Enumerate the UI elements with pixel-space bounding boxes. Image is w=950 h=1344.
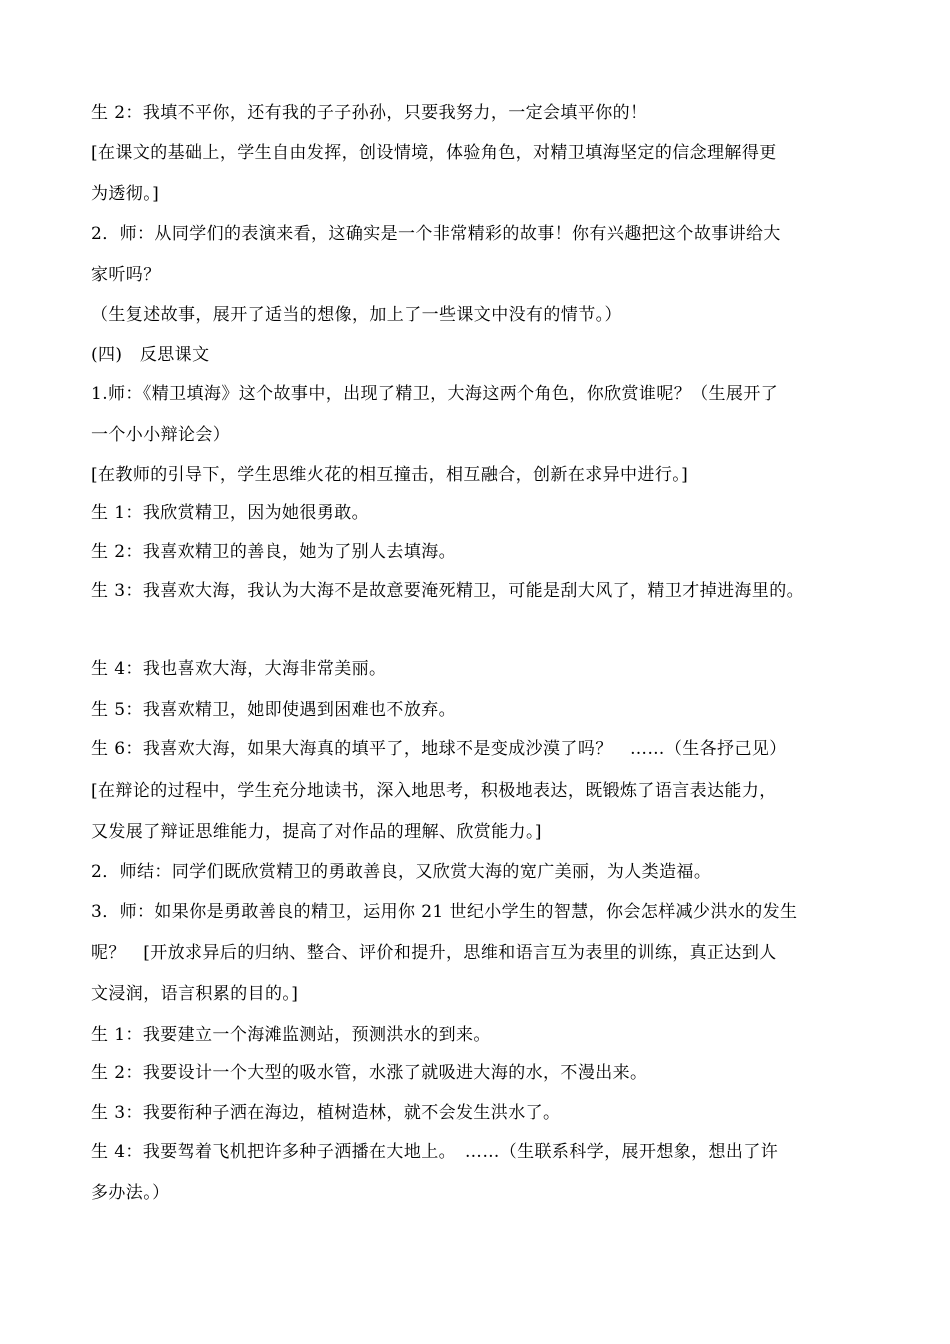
text-line: [在辩论的过程中，学生充分地读书，深入地思考，积极地表达，既锻炼了语言表达能力， [91, 781, 777, 801]
text-line: 生 2：我填不平你，还有我的子子孙孙，只要我努力，一定会填平你的！ [91, 103, 648, 123]
text-line: 1.师：《精卫填海》这个故事中，出现了精卫，大海这两个角色，你欣赏谁呢？（生展开了 [91, 384, 779, 404]
text-line: 为透彻。] [91, 184, 160, 204]
text-line: [在教师的引导下，学生思维火花的相互撞击，相互融合，创新在求异中进行。] [91, 465, 689, 485]
text-line: （生复述故事，展开了适当的想像，加上了一些课文中没有的情节。） [91, 305, 622, 325]
text-line: 文浸润，语言积累的目的。] [91, 984, 299, 1004]
text-line: 生 4：我也喜欢大海，大海非常美丽。 [91, 659, 387, 679]
text-line: 2．师：从同学们的表演来看，这确实是一个非常精彩的故事！你有兴趣把这个故事讲给大 [91, 224, 781, 244]
text-line: 生 2：我要设计一个大型的吸水管，水涨了就吸进大海的水，不漫出来。 [91, 1063, 648, 1083]
text-line: 3．师：如果你是勇敢善良的精卫，运用你 21 世纪小学生的智慧，你会怎样减少洪水的发生 [91, 902, 798, 922]
text-line: 呢？ [开放求异后的归纳、整合、评价和提升，思维和语言互为表里的训练，真正达到人 [91, 943, 777, 963]
text-line: 生 6：我喜欢大海，如果大海真的填平了，地球不是变成沙漠了吗？ ……（生各抒己见） [91, 739, 787, 759]
text-line: 生 1：我欣赏精卫，因为她很勇敢。 [91, 503, 370, 523]
text-line: 家听吗？ [91, 265, 161, 285]
text-line: 又发展了辩证思维能力，提高了对作品的理解、欣赏能力。] [91, 822, 542, 842]
text-line: [在课文的基础上，学生自由发挥，创设情境，体验角色，对精卫填海坚定的信念理解得更 [91, 143, 777, 163]
section-heading: (四) 反思课文 [91, 345, 210, 365]
text-line: 生 4：我要驾着飞机把许多种子洒播在大地上。 ……（生联系科学，展开想象，想出了许 [91, 1142, 779, 1162]
text-line: 生 2：我喜欢精卫的善良，她为了别人去填海。 [91, 542, 457, 562]
text-line: 生 3：我要衔种子洒在海边，植树造林，就不会发生洪水了。 [91, 1103, 561, 1123]
text-line: 一个小小辩论会） [91, 425, 231, 445]
text-line: 生 3：我喜欢大海，我认为大海不是故意要淹死精卫，可能是刮大风了，精卫才掉进海里的。 [91, 581, 805, 601]
text-line: 多办法。） [91, 1183, 170, 1203]
text-line: 生 5：我喜欢精卫，她即使遇到困难也不放弃。 [91, 700, 457, 720]
text-line: 生 1：我要建立一个海滩监测站，预测洪水的到来。 [91, 1025, 491, 1045]
text-line: 2．师结：同学们既欣赏精卫的勇敢善良，又欣赏大海的宽广美丽，为人类造福。 [91, 862, 712, 882]
